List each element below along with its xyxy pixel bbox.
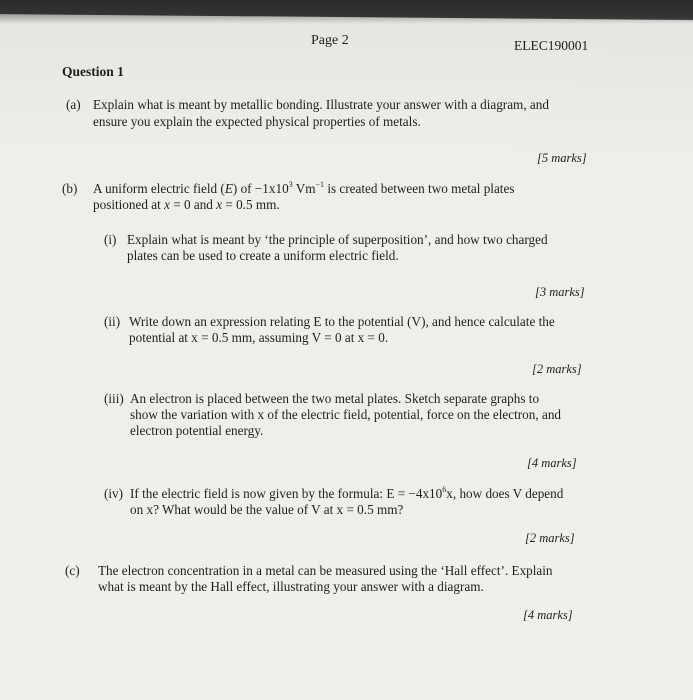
part-a-marks: [5 marks]: [537, 151, 587, 165]
part-b-i-line2: plates can be used to create a uniform electric field.: [127, 248, 399, 263]
part-b-i-marks: [3 marks]: [535, 285, 585, 299]
part-b-iii-line3: electron potential energy.: [130, 423, 264, 438]
part-c-marks: [4 marks]: [523, 608, 573, 622]
part-b-iv-line2: on x? What would be the value of V at x = 0.5 mm?: [130, 502, 404, 517]
part-b-iv-label: (iv): [104, 486, 124, 501]
page-number: Page 2: [311, 33, 349, 48]
part-b-iii-line1: An electron is placed between the two metal plates. Sketch separate graphs to: [130, 391, 540, 406]
part-b-ii-line1: Write down an expression relating E to the potential (V), and hence calculate the: [129, 314, 555, 329]
part-b-iii-label: (iii): [104, 391, 124, 406]
part-b-ii-label: (ii): [104, 314, 121, 329]
part-b-line2: positioned at x = 0 and x = 0.5 mm.: [93, 197, 280, 212]
part-b-ii-line2: potential at x = 0.5 mm, assuming V = 0 at x = 0.: [129, 330, 389, 345]
part-a-line2: ensure you explain the expected physical properties of metals.: [93, 114, 421, 129]
part-c-line1: The electron concentration in a metal can be measured using the ‘Hall effect’. Explain: [98, 563, 553, 578]
part-b-i-label: (i): [104, 232, 117, 247]
part-b-label: (b): [62, 181, 78, 196]
part-b-ii-marks: [2 marks]: [532, 362, 582, 376]
part-b-i-line1: Explain what is meant by ‘the principle of superposition’, and how two charged: [127, 232, 548, 247]
part-b-iv-marks: [2 marks]: [525, 531, 575, 545]
part-b-line1: A uniform electric field (E) of $-1x10^3$ $Vm^{-1}$ is created between two metal plates: [93, 180, 515, 196]
part-b-iv-line1: If the electric field is now given by the formula: $E = -4x10^6x$, how does V depend: [130, 485, 564, 501]
part-a-line1: Explain what is meant by metallic bonding. Illustrate your answer with a diagram, and: [93, 97, 549, 112]
course-code: ELEC190001: [514, 38, 589, 53]
part-b-iii-line2: show the variation with x of the electric field, potential, force on the electron, and: [130, 407, 562, 422]
part-a-label: (a): [66, 97, 81, 112]
part-c-line2: what is meant by the Hall effect, illustrating your answer with a diagram.: [98, 579, 484, 594]
question-title: Question 1: [62, 64, 124, 79]
part-c-label: (c): [65, 563, 80, 578]
top-shadow: [0, 0, 693, 24]
part-b-iii-marks: [4 marks]: [527, 456, 577, 470]
